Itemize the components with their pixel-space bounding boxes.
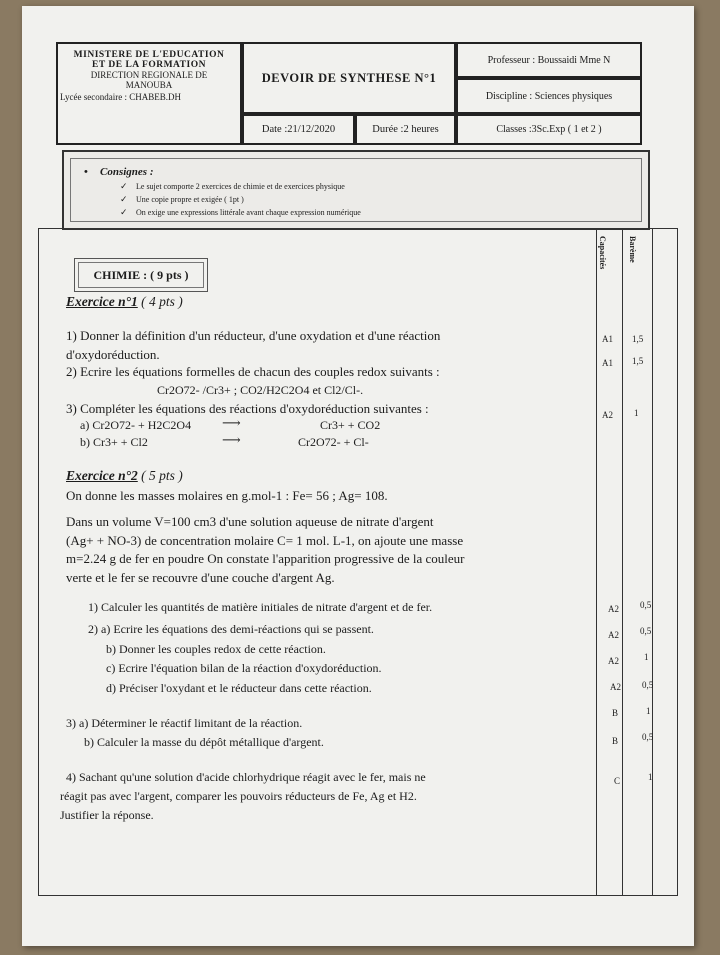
exam-sheet (22, 6, 694, 946)
arrow-icon: ⟶ (222, 415, 241, 430)
exam-date: Date :21/12/2020 (242, 114, 355, 145)
points-value: 0,5 (642, 680, 654, 690)
ex2-intro-5: verte et le fer se recouvre d'une couche d'argent Ag. (66, 570, 335, 585)
classes: Classes :3Sc.Exp ( 1 et 2 ) (456, 114, 642, 145)
instruction-item: ✓ Le sujet comporte 2 exercices de chimie et de exercices physique (120, 181, 345, 191)
points-value: 0,5 (642, 732, 654, 742)
check-icon: ✓ (120, 194, 128, 204)
ex2-intro-2: Dans un volume V=100 cm3 d'une solution aqueuse de nitrate d'argent (66, 514, 434, 529)
ex2-q4-cont: réagit pas avec l'argent, comparer les pouvoirs réducteurs de Fe, Ag et H2. (60, 789, 417, 803)
ex1-q1: 1) Donner la définition d'un réducteur, d'une oxydation et d'une réaction (66, 328, 441, 343)
capacity-code: A2 (608, 630, 619, 640)
ex1-q1-cont: d'oxydoréduction. (66, 347, 160, 362)
discipline: Discipline : Sciences physiques (456, 78, 642, 114)
lycee-name: Lycée secondaire : CHABEB.DH (60, 92, 181, 102)
ex1-eq-b-left: b) Cr3+ + Cl2 (80, 435, 148, 449)
capacity-code: C (614, 776, 621, 786)
capacity-code: A2 (608, 604, 619, 614)
ex2-q3a: 3) a) Déterminer le réactif limitant de la réaction. (66, 716, 303, 730)
ex1-eq-b-right: Cr2O72- + Cl- (298, 435, 369, 449)
instructions-title: • Consignes : (100, 166, 154, 178)
ex1-q2: 2) Ecrire les équations formelles de chacun des couples redox suivants : (66, 364, 440, 379)
exam-duration: Durée :2 heures (355, 114, 456, 145)
ministry-line-1: MINISTERE DE L'EDUCATION (73, 50, 225, 60)
points-value: 0,5 (640, 626, 652, 636)
ex2-q2a: 2) a) Ecrire les équations des demi-réactions qui se passent. (88, 622, 374, 636)
chimie-section-label: CHIMIE : ( 9 pts ) (74, 258, 208, 292)
points-value: 0,5 (640, 600, 652, 610)
professor: Professeur : Boussaidi Mme N (456, 42, 642, 78)
check-icon: ✓ (120, 181, 128, 191)
capacity-code: A2 (608, 656, 619, 666)
ex2-q2b: b) Donner les couples redox de cette réaction. (106, 642, 326, 656)
direction-line-1: DIRECTION REGIONALE DE (90, 70, 208, 80)
capacity-code: B (612, 708, 619, 718)
ex2-q2d: d) Préciser l'oxydant et le réducteur dans cette réaction. (106, 681, 372, 695)
ex2-q3b: b) Calculer la masse du dépôt métallique d'argent. (84, 735, 324, 749)
ex2-intro-3: (Ag+ + NO-3) de concentration molaire C= 1 mol. L-1, on ajoute une masse (66, 533, 464, 548)
bareme-header: Barème (628, 236, 637, 263)
ex2-intro-1: On donne les masses molaires en g.mol-1 : Fe= 56 ; Ag= 108. (66, 488, 388, 503)
instruction-item: ✓ Une copie propre et exigée ( 1pt ) (120, 194, 244, 204)
capacites-header: Capacités (598, 236, 607, 270)
ministry-line-2: ET DE LA FORMATION (92, 60, 206, 70)
ex1-eq-a-left: a) Cr2O72- + H2C2O4 (80, 418, 192, 432)
ex1-q3: 3) Compléter les équations des réactions d'oxydoréduction suivantes : (66, 401, 429, 416)
capacity-code: B (612, 736, 619, 746)
ex2-q1: 1) Calculer les quantités de matière initiales de nitrate d'argent et de fer. (88, 600, 433, 614)
ex2-intro-4: m=2.24 g de fer en poudre On constate l'apparition progressive de la couleur (66, 551, 465, 566)
points-value: 1 (646, 706, 651, 716)
exam-title: DEVOIR DE SYNTHESE N°1 (242, 42, 456, 114)
exercise-1-title: Exercice n°1 ( 4 pts ) (66, 294, 183, 309)
capacity-code: A1 (602, 358, 613, 368)
direction-line-2: MANOUBA (125, 80, 173, 90)
points-value: 1 (648, 772, 653, 782)
ex2-q2c: c) Ecrire l'équation bilan de la réaction d'oxydoréduction. (106, 661, 382, 675)
instructions-box (62, 150, 650, 230)
column-divider (622, 228, 623, 896)
ex2-q4: 4) Sachant qu'une solution d'acide chlorhydrique réagit avec le fer, mais ne (66, 770, 426, 784)
capacity-code: A2 (610, 682, 621, 692)
exercise-2-title: Exercice n°2 ( 5 pts ) (66, 468, 183, 483)
ministry-block (56, 42, 242, 145)
ex2-q4-justify: Justifier la réponse. (60, 808, 154, 822)
capacity-code: A1 (602, 334, 613, 344)
points-value: 1 (634, 408, 639, 418)
check-icon: ✓ (120, 207, 128, 217)
capacity-code: A2 (602, 410, 613, 420)
column-divider (652, 228, 653, 896)
ex1-couples: Cr2O72- /Cr3+ ; CO2/H2C2O4 et Cl2/Cl-. (157, 383, 364, 397)
points-value: 1 (644, 652, 649, 662)
instruction-item: ✓ On exige une expressions littérale avant chaque expression numérique (120, 207, 361, 217)
points-value: 1,5 (632, 334, 644, 344)
ex1-eq-a-right: Cr3+ + CO2 (320, 418, 381, 432)
points-value: 1,5 (632, 356, 644, 366)
column-divider (596, 228, 597, 896)
arrow-icon: ⟶ (222, 432, 241, 447)
